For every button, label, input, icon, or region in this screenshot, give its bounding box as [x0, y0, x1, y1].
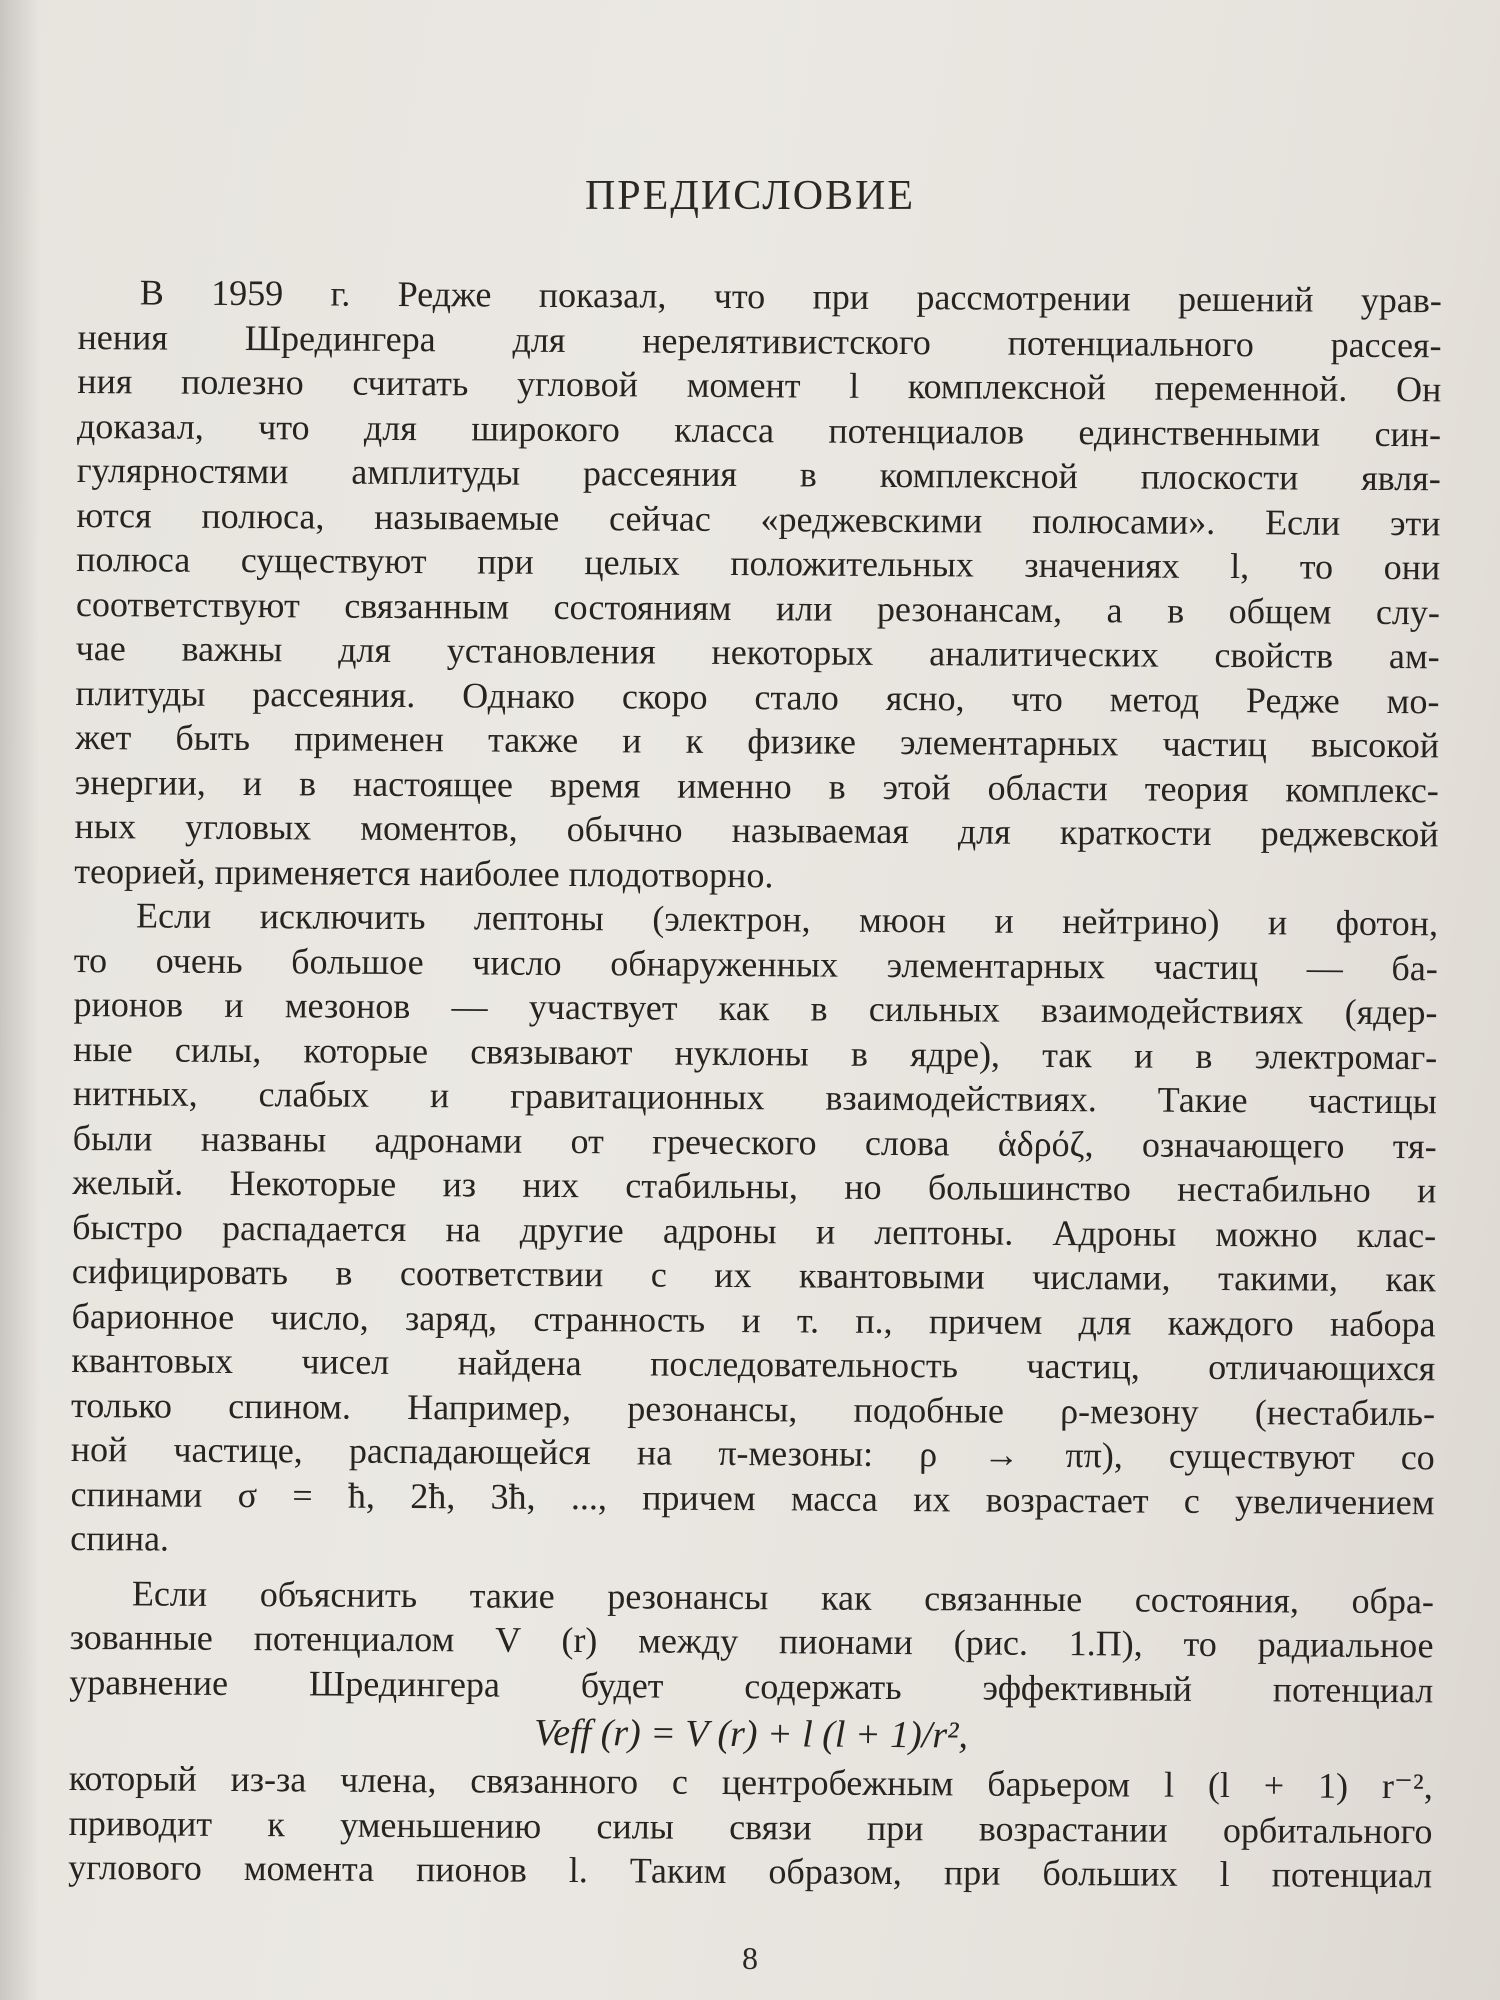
text-line: рионов и мезонов — участвует как в сильных взаимодействиях (ядер- — [73, 983, 1438, 1033]
text-line: Если исключить лептоны (электрон, мюон и нейтрино) и фотон, — [135, 895, 1439, 944]
text-line: жет быть применен также и к физике элементарных частиц высокой — [75, 716, 1440, 766]
text-line: полюса существуют при целых положительных значениях l, то они — [76, 538, 1441, 588]
text-line: ных угловых моментов, обычно называемая для краткости реджевской — [74, 805, 1439, 855]
text-line: ные силы, которые связывают нуклоны в ядре), так и в электромаг- — [73, 1028, 1438, 1077]
text-line: который из-за члена, связанного с центробежным барьером l (l + 1) r⁻², — [68, 1757, 1433, 1807]
text-line: энергии, и в настоящее время именно в этой области теория комплекс- — [74, 761, 1439, 810]
text-line: то очень большое число обнаруженных элементарных частиц — ба- — [73, 939, 1438, 988]
text-line: барионное число, заряд, странность и т. п., причем для каждого набора — [71, 1295, 1436, 1344]
text-line: гулярностями амплитуды рассеяния в комплексной плоскости явля- — [76, 449, 1441, 499]
text-line: теорией, применяется наиболее плодотворно. — [74, 850, 774, 895]
text-line: спина. — [70, 1517, 170, 1559]
text-line: желый. Некоторые из них стабильны, но большинство нестабильно и — [72, 1161, 1437, 1211]
text-line: доказал, что для широкого класса потенциалов единственными син- — [76, 405, 1442, 454]
text-line: зованные потенциалом V (r) между пионами (рис. 1.П), то радиальное — [69, 1616, 1434, 1666]
text-line: квантовых чисел найдена последовательность частиц, отличающихся — [71, 1339, 1436, 1389]
page-edge-shadow — [0, 0, 40, 2000]
text-line: В 1959 г. Редже показал, что при рассмотрении решений урав- — [139, 272, 1442, 321]
text-line: были названы адронами от греческого слова ἁδρόζ, означающего тя- — [72, 1117, 1437, 1166]
page-number: 8 — [742, 1940, 758, 1976]
text-line: ния полезно считать угловой момент l комплексной переменной. Он — [77, 360, 1442, 410]
text-line: нения Шредингера для нерелятивистского потенциального рассея- — [77, 316, 1442, 365]
text-line: соответствуют связанным состояниям или резонансам, а в общем слу- — [75, 583, 1441, 632]
text-line: только спином. Например, резонансы, подобные ρ-мезону (нестабиль- — [70, 1384, 1436, 1433]
text-line: ной частице, распадающейся на π-мезоны: ρ → ππ), существуют со — [70, 1428, 1435, 1478]
text-line: плитуды рассеяния. Однако скоро стало ясно, что метод Редже мо- — [75, 672, 1440, 721]
text-line: нитных, слабых и гравитационных взаимодействиях. Такие частицы — [72, 1072, 1438, 1122]
text-line: чае важны для установления некоторых аналитических свойств ам- — [75, 627, 1440, 677]
text-line: приводит к уменьшению силы связи при возрастании орбитального — [68, 1802, 1433, 1851]
text-line: углового момента пионов l. Таким образом, при больших l потенциал — [68, 1846, 1433, 1896]
text-line: уравнение Шредингера будет содержать эффективный потенциал — [69, 1661, 1434, 1710]
text-line: спинами σ = ħ, 2ħ, 3ħ, ..., причем масса их возрастает с увеличением — [70, 1473, 1435, 1522]
text-line: сифицировать в соответствии с их квантовыми числами, такими, как — [71, 1250, 1436, 1300]
text-line: Если объяснить такие резонансы как связанные состояния, обра- — [131, 1572, 1435, 1621]
equation: Veff (r) = V (r) + l (l + 1)/r², — [534, 1711, 969, 1757]
text-line: ются полюса, называемые сейчас «реджевскими полюсами». Если эти — [76, 494, 1441, 543]
page-title: ПРЕДИСЛОВИЕ — [584, 173, 916, 219]
text-line: быстро распадается на другие адроны и лептоны. Адроны можно клас- — [72, 1206, 1437, 1255]
body-text — [68, 270, 1442, 1898]
